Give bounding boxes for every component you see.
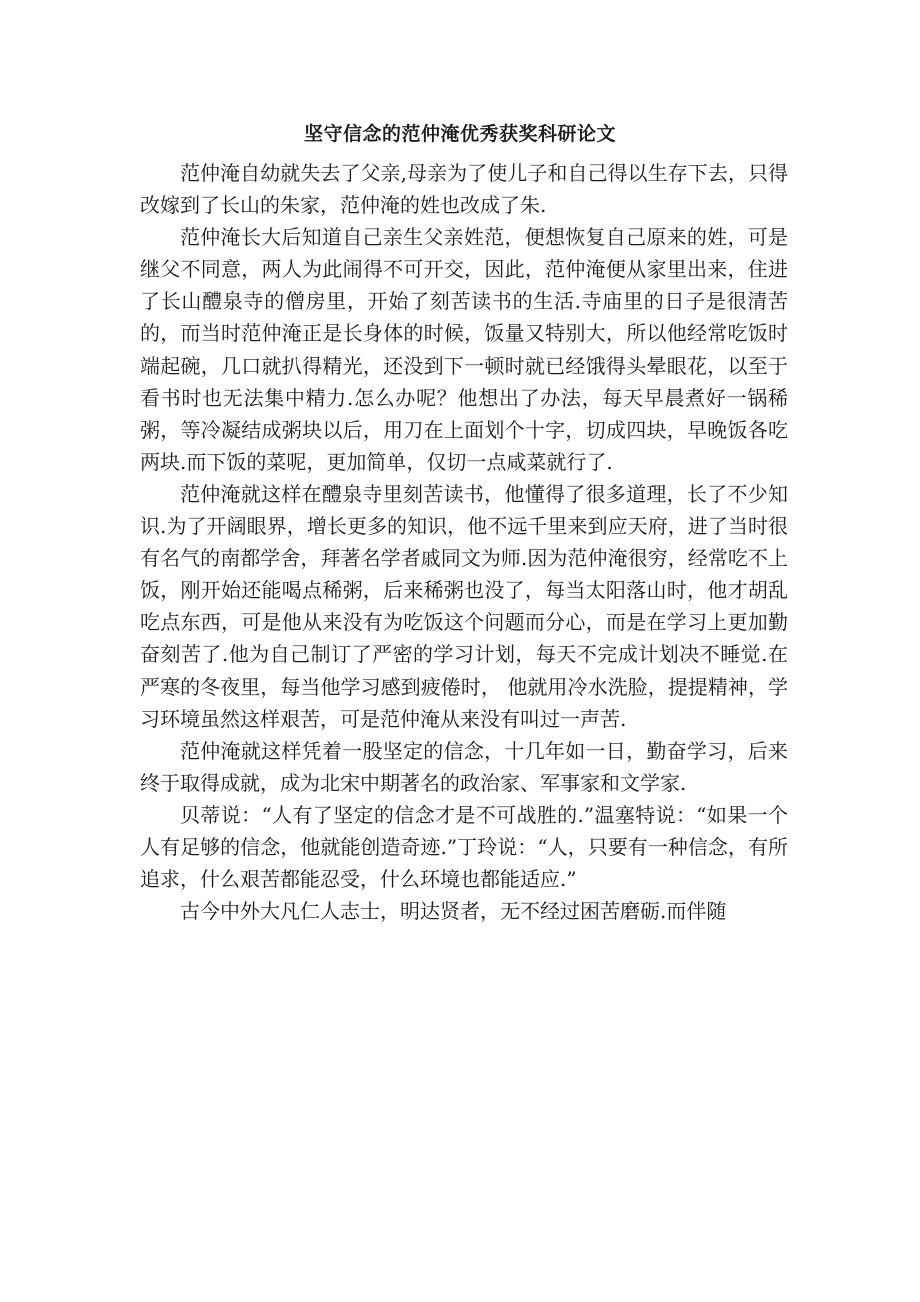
paragraph-1: 范仲淹自幼就失去了父亲,母亲为了使儿子和自己得以生存下去，只得改嫁到了长山的朱家，范仲淹的姓也改成了朱. xyxy=(140,161,788,218)
paragraph-4: 范仲淹就这样凭着一股坚定的信念，十几年如一日，勤奋学习，后来终于取得成就，成为北宋中期著名的政治家、军事家和文学家. xyxy=(140,738,788,795)
document-title: 坚守信念的范仲淹优秀获奖科研论文 xyxy=(303,123,616,145)
paragraph-5: 贝蒂说：“人有了坚定的信念才是不可战胜的.”温塞特说：“如果一个人有足够的信念，他就能创造奇迹.”丁玲说：“人，只要有一种信念，有所追求，什么艰苦都能忍受，什么环境也都能适应.” xyxy=(140,802,788,892)
paragraph-2: 范仲淹长大后知道自己亲生父亲姓范，便想恢复自己原来的姓，可是继父不同意，两人为此闹得不可开交，因此，范仲淹便从家里出来，住进了长山醴泉寺的僧房里，开始了刻苦读书的生活.寺庙里的日子是很清苦的，而当时范仲淹正是长身体的时候，饭量又特别大，所以他经常吃饭时端起碗，几口就扒得精光，还没到下一顿时就已经饿得头晕眼花，以至于看书时也无法集中精力.怎么办呢？他想出了办法，每天早晨煮好一锅稀粥，等冷凝结成粥块以后，用刀在上面划个十字，切成四块，早晚饭各吃两块.而下饭的菜呢，更加简单，仅切一点咸菜就行了. xyxy=(140,225,788,474)
document-body xyxy=(140,157,788,927)
paragraph-3: 范仲淹就这样在醴泉寺里刻苦读书，他懂得了很多道理，长了不少知识.为了开阔眼界，增长更多的知识，他不远千里来到应天府，进了当时很有名气的南都学舍，拜著名学者戚同文为师.因为范仲淹很穷，经常吃不上饭，刚开始还能喝点稀粥，后来稀粥也没了，每当太阳落山时，他才胡乱吃点东西，可是他从来没有为吃饭这个问题而分心，而是在学习上更加勤奋刻苦了.他为自己制订了严密的学习计划，每天不完成计划决不睡觉.在严寒的冬夜里，每当他学习感到疲倦时， 他就用冷水洗脸，提提精神，学习环境虽然这样艰苦，可是范仲淹从来没有叫过一声苦. xyxy=(140,481,788,731)
paragraph-6: 古今中外大凡仁人志士，明达贤者，无不经过困苦磨砺.而伴随 xyxy=(180,899,727,924)
